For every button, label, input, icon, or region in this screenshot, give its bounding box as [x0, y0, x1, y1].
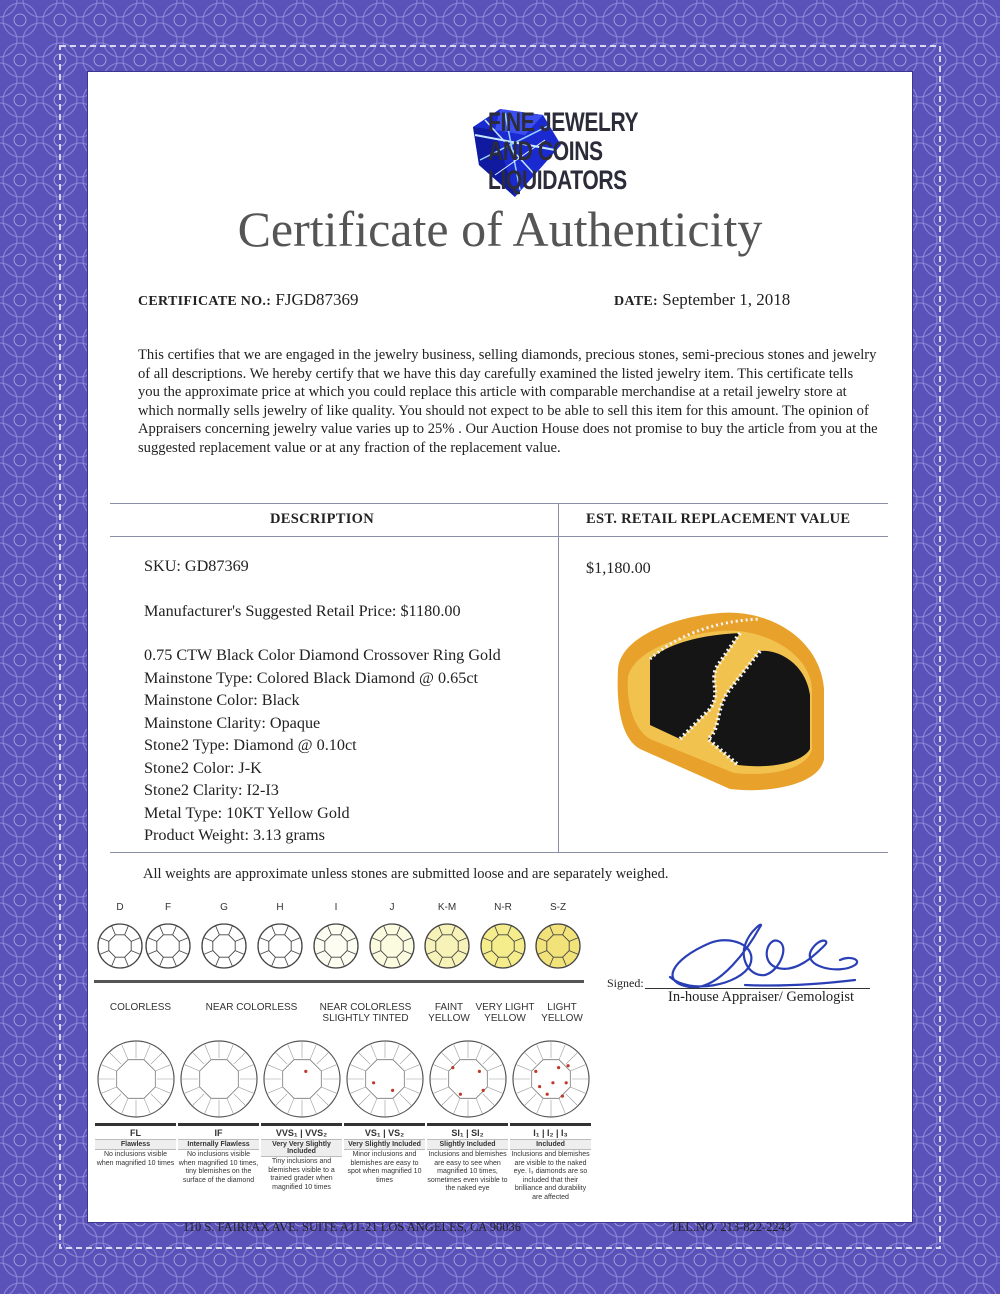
- color-letter: H: [276, 902, 284, 913]
- color-group-label: NEAR COLORLESS SLIGHTLY TINTED: [319, 1002, 412, 1024]
- clarity-grade: [261, 1123, 342, 1192]
- color-diamond: [98, 924, 142, 968]
- clarity-code: SI₁ | SI₂: [451, 1128, 484, 1138]
- certificate-number-value: FJGD87369: [275, 290, 359, 309]
- color-diamond: [425, 924, 469, 968]
- replacement-value: $1,180.00: [586, 559, 651, 577]
- color-diamond: [314, 924, 358, 968]
- color-diamond: [202, 924, 246, 968]
- detail-line: Mainstone Type: Colored Black Diamond @ 0.65ct: [144, 668, 479, 687]
- color-letter: F: [164, 902, 172, 913]
- ring-image: [610, 599, 830, 799]
- color-diamond: [481, 924, 525, 968]
- footer-telephone: TEL.NO. 213-822-2243: [670, 1220, 792, 1234]
- clarity-grade: [178, 1123, 259, 1185]
- detail-line: Mainstone Color: Black: [144, 691, 300, 709]
- certificate-number: [138, 290, 359, 310]
- value-header: EST. RETAIL REPLACEMENT VALUE: [586, 511, 851, 527]
- detail-line: Stone2 Clarity: I2-I3: [144, 781, 279, 799]
- certificate-number-label: CERTIFICATE NO.:: [138, 294, 272, 309]
- logo-line-3: LIQUIDATORS: [488, 165, 627, 195]
- color-grade-scale: [94, 898, 594, 1033]
- color-letter: G: [220, 902, 228, 913]
- description-header: DESCRIPTION: [270, 511, 375, 527]
- clarity-grade-scale: [95, 1035, 595, 1215]
- color-letter: S-Z: [549, 902, 567, 913]
- color-diamond: [536, 924, 580, 968]
- color-group-label: NEAR COLORLESS: [205, 1002, 298, 1013]
- sku: SKU: GD87369: [144, 557, 249, 575]
- clarity-name: Included: [510, 1139, 591, 1150]
- logo-line-1: FINE JEWELRY: [488, 107, 639, 137]
- detail-line: Mainstone Clarity: Opaque: [144, 713, 321, 732]
- clarity-name: Flawless: [95, 1139, 176, 1150]
- color-diamond: [258, 924, 302, 968]
- clarity-grade: [427, 1123, 508, 1194]
- clarity-name: Very Very Slightly Included: [261, 1139, 342, 1157]
- certificate-title: Certificate of Authenticity: [237, 201, 763, 257]
- appraiser-title: In-house Appraiser/ Gemologist: [668, 989, 855, 1005]
- color-diamonds-icon: [94, 920, 594, 985]
- color-group-label: LIGHT YELLOW: [541, 1002, 583, 1024]
- clarity-name: Slightly Included: [427, 1139, 508, 1150]
- color-group-label: FAINT YELLOW: [428, 1002, 470, 1024]
- description-column: [144, 555, 501, 847]
- detail-line: Stone2 Type: Diamond @ 0.10ct: [144, 736, 357, 754]
- clarity-code: FL: [130, 1128, 141, 1138]
- color-diamond: [146, 924, 190, 968]
- detail-line: 0.75 CTW Black Color Diamond Crossover Ring Gold: [144, 646, 501, 664]
- color-letter: K-M: [437, 902, 457, 913]
- clarity-description: Inclusions and blemishes are visible to the naked eye. I₃ diamonds are so included that their brilliance and durability are affected: [511, 1151, 590, 1201]
- date-value: September 1, 2018: [662, 290, 791, 309]
- detail-line: Stone2 Color: J-K: [144, 758, 262, 777]
- clarity-diamonds-icon: [95, 1035, 595, 1127]
- clarity-description: Inclusions and blemishes are easy to see when magnified 10 times, sometimes even visible to the naked eye: [427, 1151, 508, 1193]
- color-group-label: VERY LIGHT YELLOW: [475, 1002, 535, 1024]
- clarity-description: No inclusions visible when magnified 10 times, tiny blemishes on the surface of the diamond: [178, 1151, 259, 1184]
- date-label: DATE:: [614, 294, 659, 309]
- color-group-label: COLORLESS: [109, 1002, 172, 1013]
- color-letter: J: [389, 902, 395, 913]
- detail-line: Metal Type: 10KT Yellow Gold: [144, 803, 350, 822]
- logo-line-2: AND COINS: [488, 136, 603, 166]
- clarity-description: Minor inclusions and blemishes are easy to spot when magnified 10 times: [347, 1151, 422, 1184]
- msrp: Manufacturer's Suggested Retail Price: $1180.00: [144, 601, 461, 620]
- clarity-code: I₁ | I₂ | I₃: [533, 1128, 568, 1138]
- color-letter: D: [116, 902, 124, 913]
- clarity-name: Very Slightly Included: [344, 1139, 425, 1150]
- clarity-grade: [344, 1123, 425, 1185]
- clarity-code: VVS₁ | VVS₂: [275, 1128, 328, 1138]
- intro-paragraph: This certifies that we are engaged in the jewelry business, selling diamonds, precious stones, semi-precious stones and jewelry of all descriptions. We hereby certify that we have this day carefully examined the listed jewelry item. This certificate tells you the approximate price at which you could replace this article with comparable merchandise at a retail jewelry store at which normally sells jewelry of like quality. You should not expect to be able to sell this item for this amount. The opinion of Appraisers concerning jewelry value varies up to 25% . Our Auction House does not promise to buy the article from you at the suggested replacement value or at any fraction of the replacement value.: [138, 347, 878, 456]
- clarity-grade: [510, 1123, 591, 1203]
- clarity-code: IF: [214, 1128, 223, 1138]
- clarity-name: Internally Flawless: [178, 1139, 259, 1150]
- clarity-description: No inclusions visible when magnified 10 times: [96, 1151, 175, 1167]
- color-letter: N-R: [494, 902, 512, 913]
- logo-wordmark: [488, 108, 638, 195]
- clarity-code: VS₁ | VS₂: [364, 1128, 405, 1138]
- clarity-description: Tiny inclusions and blemishes visible to a trained grader when magnified 10 times: [268, 1158, 335, 1191]
- signed-label: Signed:: [607, 976, 644, 990]
- color-diamond: [370, 924, 414, 968]
- footer-address: 110 S. FAIRFAX AVE. SUITE A11-21 LOS ANGELES, CA 90036: [183, 1220, 521, 1234]
- weights-note: All weights are approximate unless stones are submitted loose and are separately weighed.: [143, 866, 669, 882]
- clarity-grade: [95, 1123, 176, 1168]
- color-letter: I: [334, 902, 338, 913]
- appraisal-table: [110, 503, 888, 853]
- detail-line: Product Weight: 3.13 grams: [144, 826, 325, 844]
- certificate-date: [614, 290, 790, 310]
